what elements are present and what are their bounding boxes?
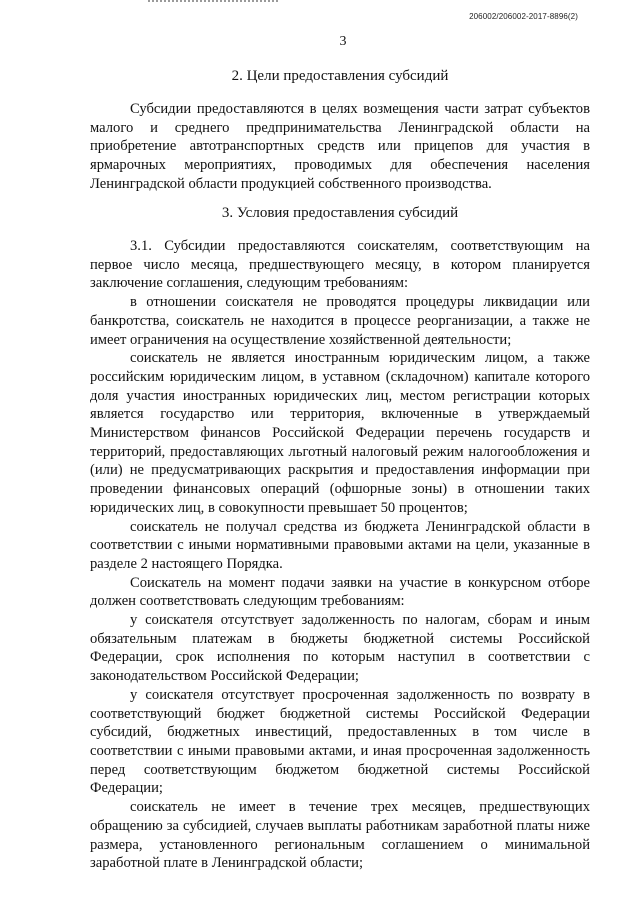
paragraph: соискатель не получал средства из бюджета Ленинградской области в соответствии с иными нормативными правовыми актами на цели, указанные в разделе 2 настоящего Порядка. bbox=[90, 518, 590, 572]
section-2-body bbox=[90, 100, 590, 194]
paragraph: Субсидии предоставляются в целях возмещения части затрат субъектов малого и среднего предпринимательства Ленинградской области на приобретение автотранспортных средств или прицепов для участия в ярмарочных мероприятиях, проводимых для обеспечения населения Ленинградской области продукцией собственного производства. bbox=[90, 101, 590, 192]
section-2-title: 2. Цели предоставления субсидий bbox=[231, 68, 449, 84]
section-3-title: 3. Условия предоставления субсидий bbox=[221, 205, 459, 221]
scan-artifact bbox=[148, 0, 278, 6]
section-3-body bbox=[90, 237, 590, 873]
page-number: 3 bbox=[339, 34, 347, 49]
document-id: 206002/206002-2017-8896(2) bbox=[469, 12, 578, 21]
paragraph: у соискателя отсутствует просроченная задолженность по возврату в соответствующий бюджет бюджетной системы Российской Федерации субсидий, бюджетных инвестиций, предоставленных в том числе в соответствии с иными правовыми актами, и иная просроченная задолженность перед соответствующим бюджетом бюджетной системы Российской Федерации; bbox=[90, 686, 590, 797]
paragraph: 3.1. Субсидии предоставляются соискателям, соответствующим на первое число месяца, предшествующего месяцу, в котором планируется заключение соглашения, следующим требованиям: bbox=[90, 238, 590, 292]
paragraph: соискатель не имеет в течение трех месяцев, предшествующих обращению за субсидией, случаев выплаты работникам заработной платы ниже размера, установленного региональным соглашением о минимальной заработной плате в Ленинградской области; bbox=[90, 799, 590, 872]
paragraph: у соискателя отсутствует задолженность по налогам, сборам и иным обязательным платежам в бюджеты бюджетной системы Российской Федерации, срок исполнения по которым наступил в соответствии с законодательством Российской Федерации; bbox=[90, 612, 590, 685]
paragraph: Соискатель на момент подачи заявки на участие в конкурсном отборе должен соответствовать следующим требованиям: bbox=[90, 574, 590, 610]
paragraph: в отношении соискателя не проводятся процедуры ликвидации или банкротства, соискатель не находится в процессе реорганизации, а также не имеет ограничения на осуществление хозяйственной деятельности; bbox=[90, 294, 590, 348]
paragraph: соискатель не является иностранным юридическим лицом, а также российским юридическим лицом, в уставном (складочном) капитале которого доля участия иностранных юридических лиц, местом регистрации которых является государство или территория, включенные в утверждаемый Министерством финансов Российской Федерации перечень государств и территорий, предоставляющих льготный налоговый режим налогообложения и (или) не предусматривающих раскрытия и предоставления информации при проведении финансовых операций (офшорные зоны) в отношении таких юридических лиц, в совокупности превышает 50 процентов; bbox=[90, 350, 590, 516]
